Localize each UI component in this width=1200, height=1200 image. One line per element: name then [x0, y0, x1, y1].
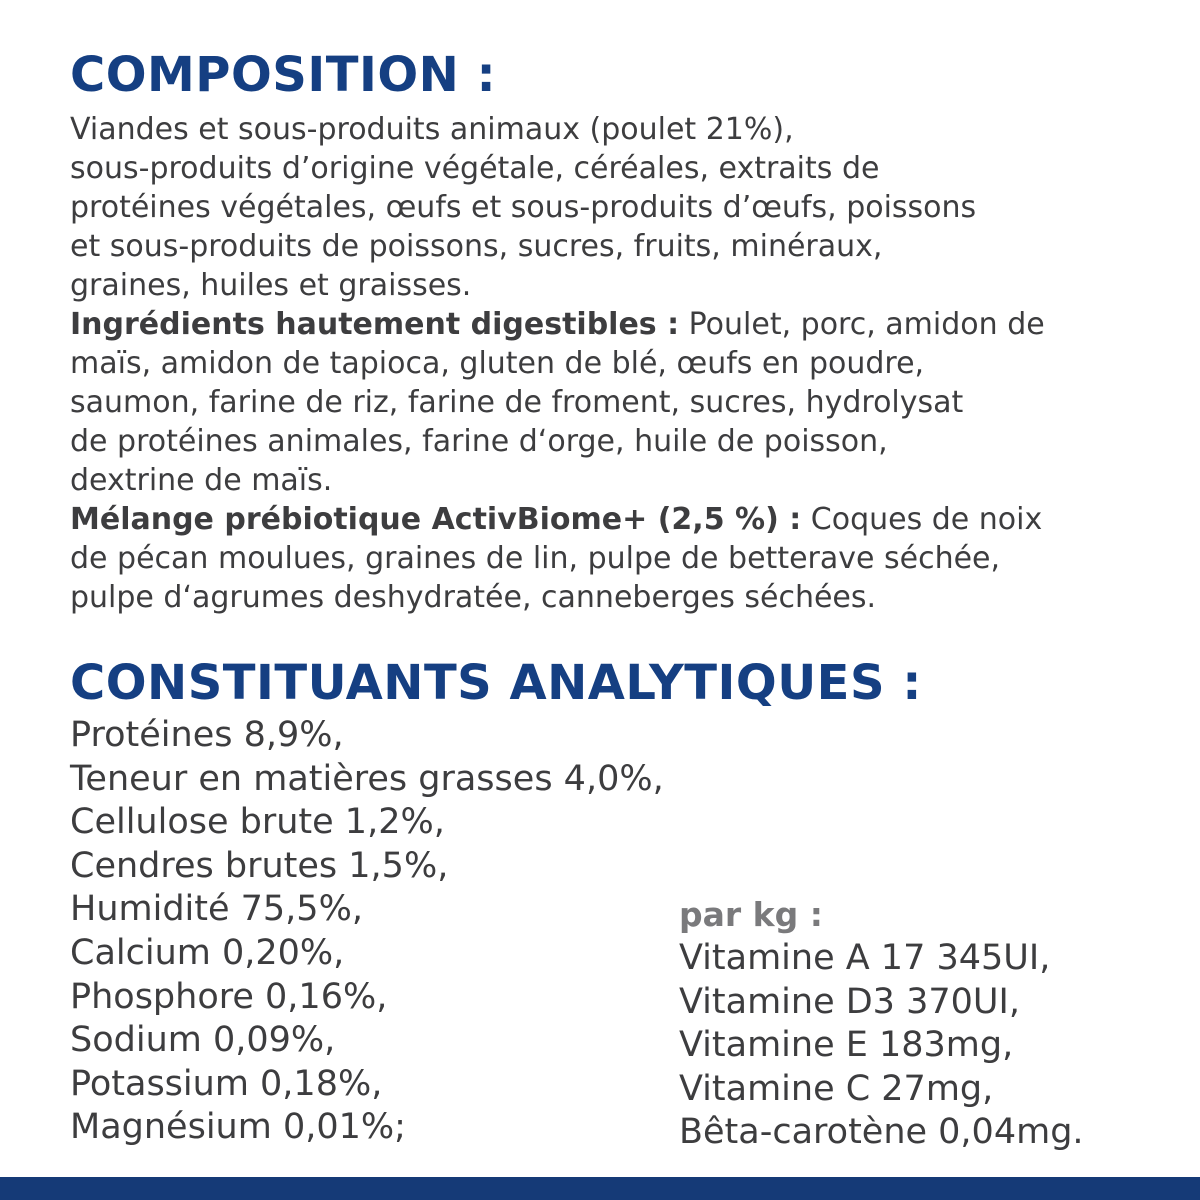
composition-line [70, 422, 1180, 461]
composition-line-text: saumon, farine de riz, farine de froment, sucres, hydrolysat [70, 385, 964, 420]
constituent-item: Magnésium 0,01%; [70, 1107, 406, 1148]
composition-heading: COMPOSITION : [70, 47, 497, 103]
composition-line-text: sous-produits d’origine végétale, céréales, extraits de [70, 151, 880, 186]
composition-line-text: dextrine de maïs. [70, 463, 333, 498]
composition-line-text: et sous-produits de poissons, sucres, fruits, minéraux, [70, 229, 883, 264]
constituent-item: Sodium 0,09%, [70, 1020, 336, 1061]
composition-line [70, 266, 1180, 305]
constituent-item: Calcium 0,20%, [70, 932, 345, 973]
composition-text [70, 110, 1180, 617]
constituants-heading: CONSTITUANTS ANALYTIQUES : [70, 655, 922, 711]
vitamin-item: Vitamine A 17 345UI, [679, 938, 1051, 978]
composition-line [70, 500, 1180, 539]
composition-line-text: Viandes et sous-produits animaux (poulet 21%), [70, 112, 794, 147]
composition-line [70, 461, 1180, 500]
composition-line [70, 344, 1180, 383]
composition-subheading: Mélange prébiotique ActivBiome+ (2,5 %) : [70, 502, 802, 537]
composition-line-text: de pécan moulues, graines de lin, pulpe de betterave séchée, [70, 541, 1001, 576]
per-kg-label: par kg : [679, 895, 823, 934]
composition-line [70, 383, 1180, 422]
composition-line-text: Coques de noix [801, 502, 1043, 537]
constituent-item: Teneur en matières grasses 4,0%, [70, 758, 664, 799]
composition-line [70, 149, 1180, 188]
vitamins-list [679, 937, 1084, 1155]
composition-subheading: Ingrédients hautement digestibles : [70, 307, 680, 342]
vitamin-item: Vitamine E 183mg, [679, 1025, 1014, 1066]
composition-line-text: graines, huiles et graisses. [70, 268, 472, 303]
composition-line [70, 539, 1180, 578]
bottom-color-band [0, 1177, 1200, 1200]
constituent-item: Protéines 8,9%, [70, 715, 344, 755]
vitamin-item: Bêta-carotène 0,04mg. [679, 1112, 1084, 1153]
composition-line-text: Poulet, porc, amidon de [679, 307, 1045, 342]
composition-line-text: pulpe d‘agrumes deshydratée, canneberges séchées. [70, 580, 877, 615]
composition-line [70, 305, 1180, 344]
constituent-item: Cendres brutes 1,5%, [70, 845, 449, 886]
composition-line [70, 110, 1180, 149]
analytical-constituents-list [70, 714, 664, 1150]
vitamin-item: Vitamine D3 370UI, [679, 981, 1020, 1022]
composition-line [70, 227, 1180, 266]
vitamins-panel [679, 893, 1084, 1155]
composition-line-text: de protéines animales, farine d‘orge, huile de poisson, [70, 424, 888, 459]
composition-line-text: protéines végétales, œufs et sous-produits d’œufs, poissons [70, 190, 977, 225]
constituent-item: Cellulose brute 1,2%, [70, 802, 445, 843]
composition-line [70, 188, 1180, 227]
vitamin-item: Vitamine C 27mg, [679, 1068, 994, 1109]
constituent-item: Phosphore 0,16%, [70, 976, 388, 1017]
constituent-item: Potassium 0,18%, [70, 1063, 383, 1104]
constituent-item: Humidité 75,5%, [70, 889, 363, 930]
composition-line-text: maïs, amidon de tapioca, gluten de blé, œufs en poudre, [70, 346, 925, 381]
composition-line [70, 578, 1180, 617]
